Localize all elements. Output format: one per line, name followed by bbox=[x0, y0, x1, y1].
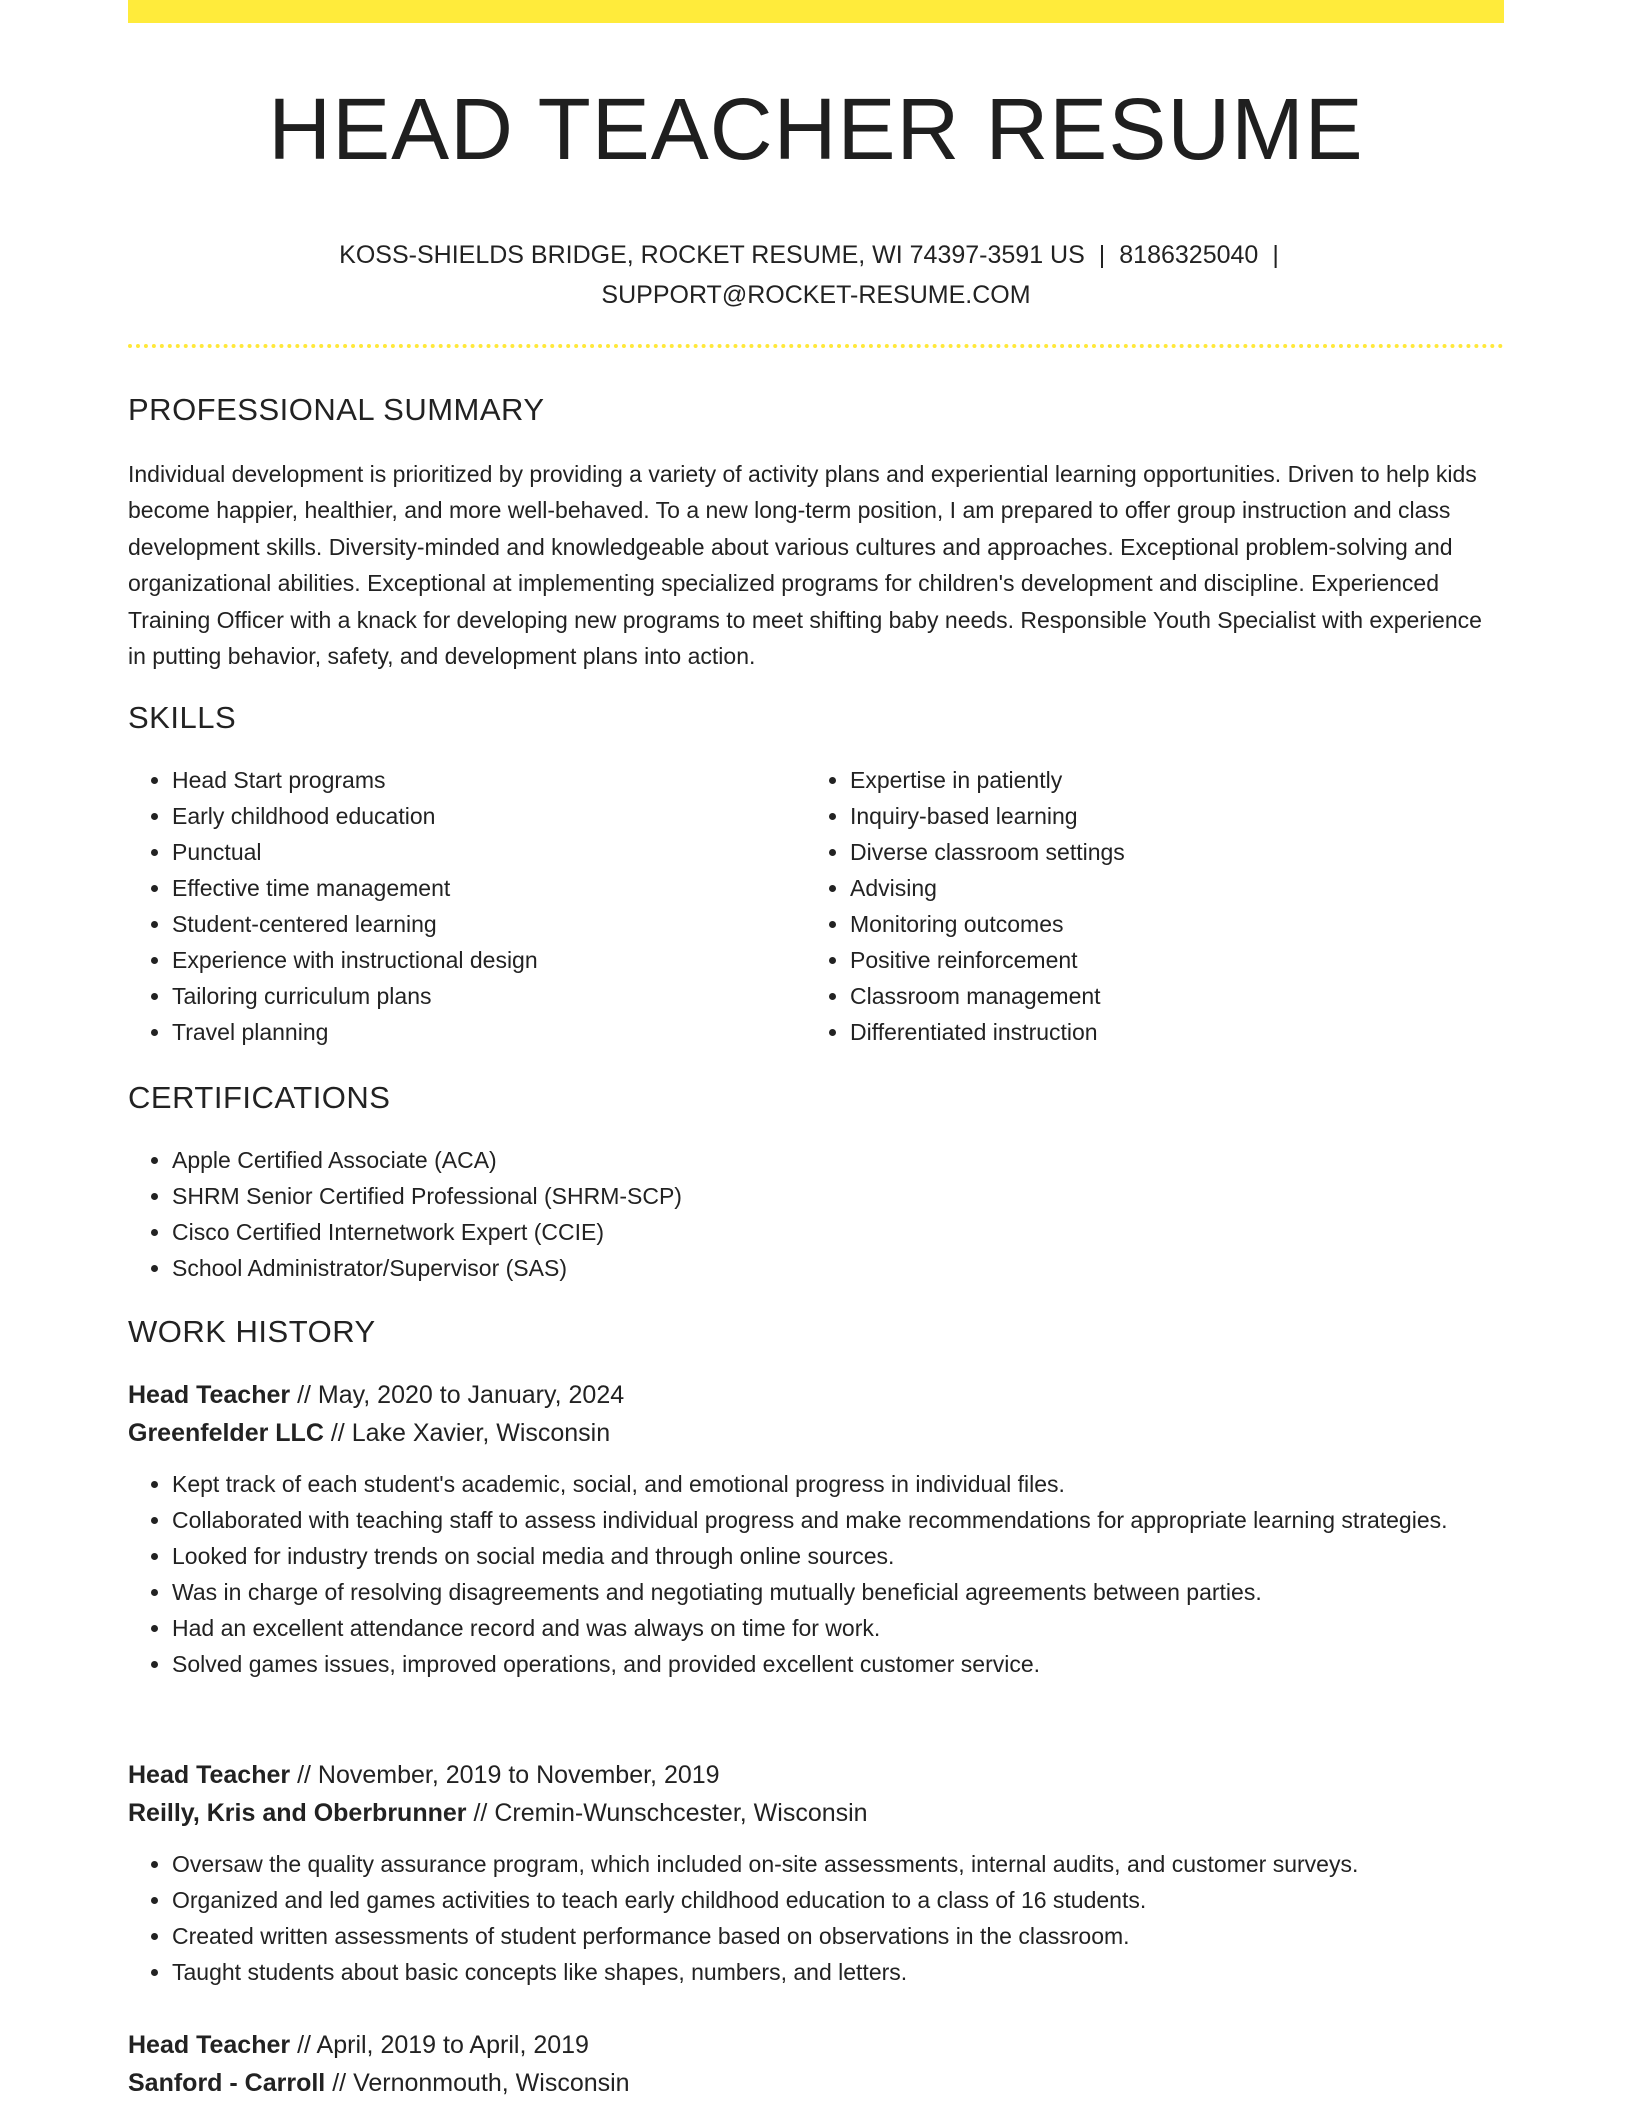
certification-item: • School Administrator/Supervisor (SAS) bbox=[172, 1250, 1548, 1286]
skill-item: • Expertise in patiently bbox=[850, 762, 1530, 798]
page-title: HEAD TEACHER RESUME bbox=[268, 81, 1364, 178]
job-divider: // bbox=[330, 1419, 345, 1447]
skill-item: • Classroom management bbox=[850, 978, 1530, 1014]
header-divider bbox=[128, 344, 1504, 348]
skill-item: • Student-centered learning bbox=[172, 906, 852, 942]
job-divider: // bbox=[332, 2069, 347, 2097]
job-location: Lake Xavier, Wisconsin bbox=[351, 1419, 611, 1447]
skill-item: • Positive reinforcement bbox=[850, 942, 1530, 978]
skill-item: • Early childhood education bbox=[172, 798, 852, 834]
job-bullet: • Was in charge of resolving disagreements and negotiating mutually beneficial agreements between parties. bbox=[172, 1574, 1504, 1610]
job-bullets bbox=[128, 1466, 1504, 1682]
certification-item: • Apple Certified Associate (ACA) bbox=[172, 1142, 1548, 1178]
summary-heading: PROFESSIONAL SUMMARY bbox=[128, 392, 545, 427]
job-company: Reilly, Kris and Oberbrunner bbox=[128, 1799, 467, 1827]
job-bullet: • Organized and led games activities to teach early childhood education to a class of 16 students. bbox=[172, 1882, 1504, 1918]
job-bullet: • Taught students about basic concepts like shapes, numbers, and letters. bbox=[172, 1954, 1504, 1990]
job-title-line bbox=[128, 1756, 1504, 1794]
contact-separator: | bbox=[1272, 241, 1279, 269]
contact-separator: | bbox=[1098, 241, 1106, 269]
job-entry bbox=[128, 1756, 1504, 1990]
job-bullet: • Collaborated with teaching staff to assess individual progress and make recommendations for appropriate learning strategies. bbox=[172, 1502, 1504, 1538]
job-company: Greenfelder LLC bbox=[128, 1419, 324, 1447]
skill-item: • Monitoring outcomes bbox=[850, 906, 1530, 942]
job-dates: November, 2019 to November, 2019 bbox=[317, 1761, 720, 1789]
job-entry bbox=[128, 1376, 1504, 1682]
job-bullets bbox=[128, 1846, 1504, 1990]
skill-item: • Effective time management bbox=[172, 870, 852, 906]
skill-item: • Diverse classroom settings bbox=[850, 834, 1530, 870]
job-divider: // bbox=[297, 1761, 311, 1789]
skill-item: • Inquiry-based learning bbox=[850, 798, 1530, 834]
skill-item: • Differentiated instruction bbox=[850, 1014, 1530, 1050]
skill-item: • Punctual bbox=[172, 834, 852, 870]
job-bullet: • Oversaw the quality assurance program, which included on-site assessments, internal audits, and customer surveys. bbox=[172, 1846, 1504, 1882]
job-bullet: • Created written assessments of student performance based on observations in the classroom. bbox=[172, 1918, 1504, 1954]
job-title-line bbox=[128, 2026, 1504, 2064]
certifications-list bbox=[128, 1142, 1548, 1286]
job-company-line bbox=[128, 1794, 1504, 1832]
top-accent-bar bbox=[128, 0, 1504, 23]
certifications-heading: CERTIFICATIONS bbox=[128, 1080, 391, 1115]
contact-phone: 8186325040 bbox=[1119, 241, 1259, 269]
skills-left-list bbox=[128, 762, 852, 1050]
job-bullet: • Looked for industry trends on social media and through online sources. bbox=[172, 1538, 1504, 1574]
job-title: Head Teacher bbox=[128, 1381, 291, 1409]
skill-item: • Tailoring curriculum plans bbox=[172, 978, 852, 1014]
job-divider: // bbox=[473, 1799, 488, 1827]
contact-address: KOSS-SHIELDS BRIDGE, ROCKET RESUME, WI 74397-3591 US bbox=[339, 241, 1085, 269]
job-bullet: • Solved games issues, improved operations, and provided excellent customer service. bbox=[172, 1646, 1504, 1682]
job-title-line bbox=[128, 1376, 1504, 1414]
work-history-heading: WORK HISTORY bbox=[128, 1314, 376, 1349]
job-dates: May, 2020 to January, 2024 bbox=[317, 1381, 625, 1409]
job-company-line bbox=[128, 2064, 1504, 2102]
skills-heading: SKILLS bbox=[128, 700, 237, 735]
skill-item: • Head Start programs bbox=[172, 762, 852, 798]
job-bullet: • Had an excellent attendance record and was always on time for work. bbox=[172, 1610, 1504, 1646]
certification-item: • Cisco Certified Internetwork Expert (CCIE) bbox=[172, 1214, 1548, 1250]
job-company: Sanford - Carroll bbox=[128, 2069, 326, 2097]
job-company-line bbox=[128, 1414, 1504, 1452]
job-entry bbox=[128, 2026, 1504, 2102]
job-divider: // bbox=[297, 1381, 311, 1409]
job-dates: April, 2019 to April, 2019 bbox=[316, 2031, 589, 2059]
skill-item: • Experience with instructional design bbox=[172, 942, 852, 978]
skills-right-list bbox=[806, 762, 1530, 1050]
contact-email: SUPPORT@ROCKET-RESUME.COM bbox=[601, 281, 1031, 309]
job-bullet: • Kept track of each student's academic, social, and emotional progress in individual files. bbox=[172, 1466, 1504, 1502]
certification-item: • SHRM Senior Certified Professional (SHRM-SCP) bbox=[172, 1178, 1548, 1214]
job-location: Cremin-Wunschcester, Wisconsin bbox=[494, 1799, 868, 1827]
job-title: Head Teacher bbox=[128, 1761, 291, 1789]
summary-text: Individual development is prioritized by providing a variety of activity plans and experiential learning opportunities. Driven to help kids become happier, healthier, and more well-behaved. To a new long-term position, I am prepared to offer group instruction and class development skills. Diversity-minded and knowledgeable about various cultures and approaches. Exceptional problem-solving and organizational abilities. Exceptional at implementing specialized programs for children's development and discipline. Experienced Training Officer with a knack for developing new programs to meet shifting baby needs. Responsible Youth Specialist with experience in putting behavior, safety, and development plans into action. bbox=[128, 461, 1482, 670]
job-location: Vernonmouth, Wisconsin bbox=[353, 2069, 630, 2097]
contact-info bbox=[128, 235, 1504, 315]
skill-item: • Travel planning bbox=[172, 1014, 852, 1050]
job-divider: // bbox=[297, 2031, 311, 2059]
job-title: Head Teacher bbox=[128, 2031, 291, 2059]
skill-item: • Advising bbox=[850, 870, 1530, 906]
